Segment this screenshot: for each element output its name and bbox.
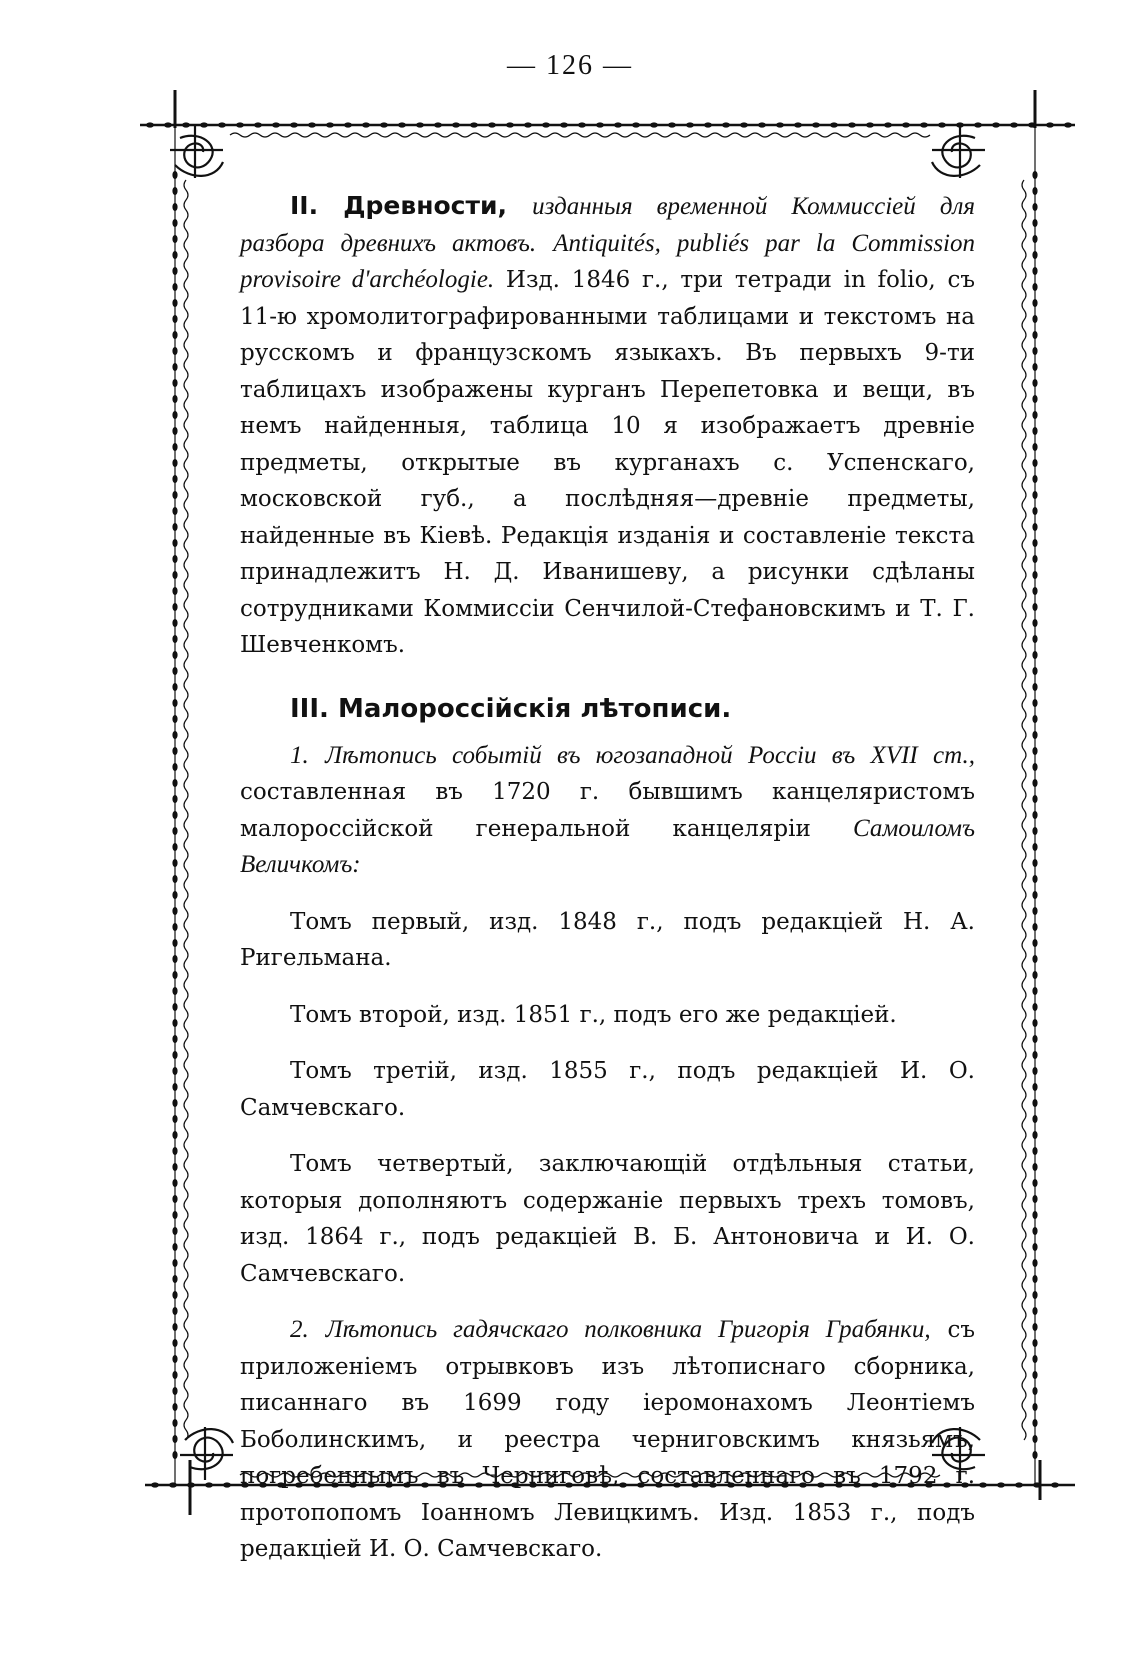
section-2-italic-ru: изданныя временной Коммиссіей для разбора древнихъ актовъ. <box>240 193 976 257</box>
section-3-heading: III. Малороссійскія лѣтописи. <box>290 693 732 724</box>
section-2-italic-fr: Antiquités, publiés par la Commission provisoire d'archéologie. <box>240 229 975 293</box>
volume-1: Томъ первый, изд. 1848 г., подъ редакціей Н. А. Ригельмана. <box>240 908 975 971</box>
section-2-body: Изд. 1846 г., три тетради in folio, съ 11-ю хромолитографированными таблицами и текстомъ на русскомъ и французскомъ языкахъ. Въ первыхъ 9-ти таблицахъ изображены курганъ Перепетовка и вещи, въ немъ найденныя, таблица 10 я изображаетъ древніе предметы, открытые въ курганахъ с. Успенскаго, московской губ., а послѣдняя—древніе предметы, найденные въ Кіевѣ. Редакція изданія и составленіе текста принадлежитъ Н. Д. Иванишеву, а рисунки сдѣланы сотрудниками Коммиссіи Сенчилой-Стефановскимъ и Т. Г. Шевченкомъ. <box>240 267 975 658</box>
section-2-numeral: II. <box>290 191 319 220</box>
volume-2: Томъ второй, изд. 1851 г., подъ его же редакціей. <box>290 1001 897 1028</box>
item-1-title: Лѣтопись событій въ югозападной Россіи въ XVII ст., <box>325 741 976 769</box>
section-3-item-1 <box>240 738 975 884</box>
volume-3: Томъ третій, изд. 1855 г., подъ редакціей И. О. Самчевскаго. <box>240 1058 975 1121</box>
item-2-number: 2. <box>290 1316 309 1343</box>
page-number: — 126 — <box>507 50 633 81</box>
item-2-body: съ приложеніемъ отрывковъ изъ лѣтописнаго сборника, писаннаго въ 1699 году іеромонахомъ Леонтіемъ Боболинскимъ, и реестра черниговскимъ князьямъ, погребеннымъ въ Черниговѣ, составленнаго въ 1792 г. протопопомъ Іоанномъ Левицкимъ. Изд. 1853 г., подъ редакціей И. О. Самчевскаго. <box>240 1317 975 1562</box>
volume-4: Томъ четвертый, заключающій отдѣльныя статьи, которыя дополняютъ содержаніе первыхъ трехъ томовъ, изд. 1864 г., подъ редакціей В. Б. Антоновича и И. О. Самчевскаго. <box>240 1151 975 1287</box>
section-2-paragraph <box>240 188 975 664</box>
item-1-body: составленная въ 1720 г. бывшимъ канцеляристомъ малороссійской генеральной канцеляріи <box>240 779 975 842</box>
item-1-number: 1. <box>290 741 309 769</box>
item-2-title: Лѣтопись гадячскаго полковника Григорія Грабянки, <box>325 1316 931 1343</box>
page-content <box>240 188 975 1568</box>
section-3-item-2 <box>240 1312 975 1568</box>
item-1-author: Самоиломъ Величкомъ: <box>240 814 975 878</box>
section-2-title: Древности, <box>343 191 507 220</box>
